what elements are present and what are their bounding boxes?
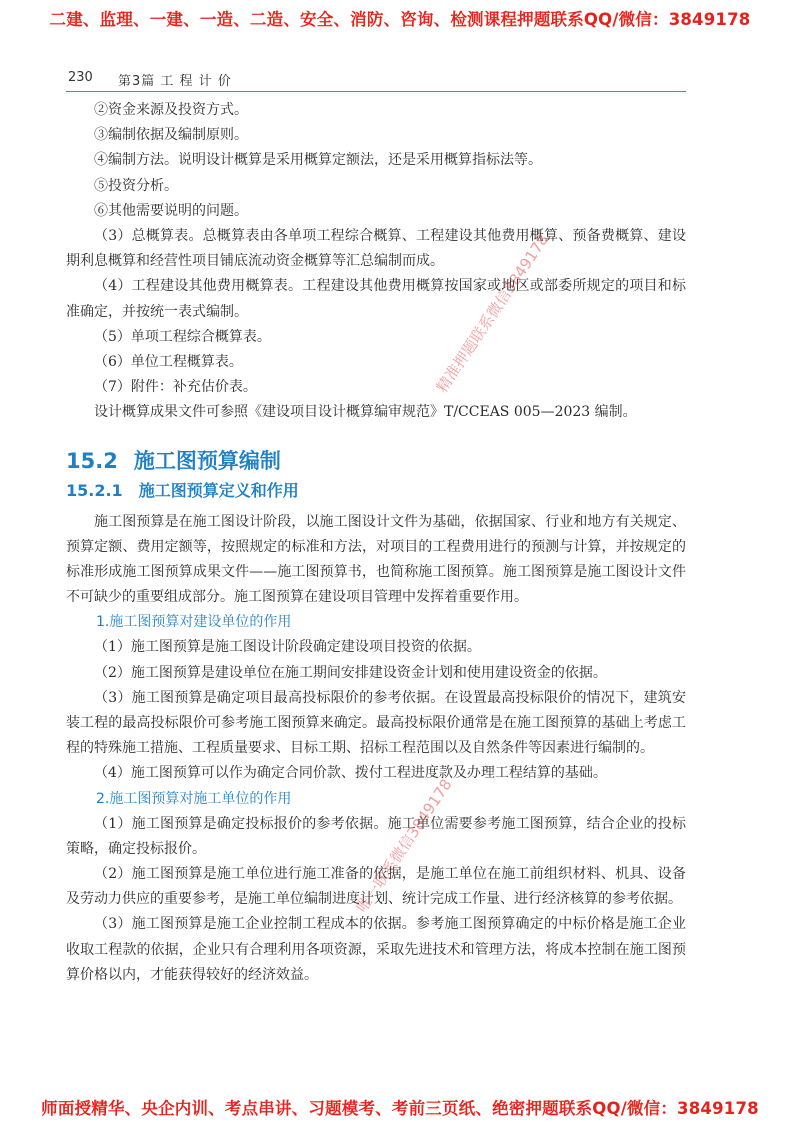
list-item: （2）施工图预算是施工单位进行施工准备的依据，是施工单位在施工前组织材料、机具、设备及劳动力供应的重要参考，是施工单位编制进度计划、统计完成工作量、进行经济核算的参考依据。 [66,866,686,908]
paragraph-item: （6）单位工程概算表。 [94,354,243,371]
list-item: （3）施工图预算是确定项目最高投标限价的参考依据。在设置最高投标限价的情况下，建筑安装工程的最高投标限价可参考施工图预算来确定。最高投标限价通常是在施工图预算的基础上考虑工程的特殊施工措施、工程质量要求、目标工期、招标工程范围以及自然条件等因素进行编制的。 [66,689,686,757]
paragraph-item: （7）附件：补充估价表。 [94,379,257,396]
list-item: （4）施工图预算可以作为确定合同价款、拨付工程进度款及办理工程结算的基础。 [94,765,607,782]
page-number: 230 [68,70,93,85]
bottom-banner: 师面授精华、央企内训、考点串讲、习题模考、考前三页纸、绝密押题联系QQ/微信：3849178 [41,1099,759,1118]
running-header [66,68,686,90]
intro-paragraph: 施工图预算是在施工图设计阶段，以施工图设计文件为基础，依据国家、行业和地方有关规定、预算定额、费用定额等，按照规定的标准和方法，对项目的工程费用进行的预测与计算，并按规定的标准形成施工图预算成果文件——施工图预算书，也简称施工图预算。施工图预算是施工图设计文件不可缺少的重要组成部分。施工图预算在建设项目管理中发挥着重要作用。 [66,513,686,606]
list-item: （1）施工图预算是施工图设计阶段确定建设项目投资的依据。 [94,639,481,656]
section-number: 15.2 [66,448,118,473]
paragraph-reference: 设计概算成果文件可参照《建设项目设计概算编审规范》T/CCEAS 005—2023 编制。 [94,404,637,421]
list-item: ⑥其他需要说明的问题。 [94,202,248,219]
watermark: 精准押题联系微信3849178 [432,230,553,396]
paragraph-other-costs: （4）工程建设其他费用概算表。工程建设其他费用概算按国家或地区或部委所规定的项目和标准确定，并按统一表式编制。 [66,278,686,320]
list-item: ②资金来源及投资方式。 [94,102,248,118]
chapter-title: 第3篇 工 程 计 价 [118,74,232,89]
heading-owner-role: 1.施工图预算对建设单位的作用 [96,614,292,631]
paragraph-total-estimate: （3）总概算表。总概算表由各单项工程综合概算、工程建设其他费用概算、预备费概算、建设期利息概算和经营性项目铺底流动资金概算等汇总编制而成。 [66,228,686,270]
heading-contractor-role: 2.施工图预算对施工单位的作用 [96,790,292,807]
list-item: ⑤投资分析。 [94,177,178,194]
paragraph-item: （5）单项工程综合概算表。 [94,328,271,345]
list-item: （3）施工图预算是施工企业控制工程成本的依据。参考施工图预算确定的中标价格是施工企业收取工程款的依据，企业只有合理利用各项资源，采取先进技术和管理方法，将成本控制在施工图预算价格以内，才能获得较好的经济效益。 [66,916,686,983]
section-heading [66,446,686,476]
watermark: 唯一联系微信3849178 [352,775,456,916]
subsection-number: 15.2.1 [66,480,123,500]
header-rule [66,91,686,92]
list-item: （1）施工图预算是确定投标报价的参考依据。施工单位需要参考施工图预算，结合企业的投标策略，确定投标报价。 [66,815,686,857]
page-body [66,98,686,988]
list-item: （2）施工图预算是建设单位在施工期间安排建设资金计划和使用建设资金的依据。 [94,664,607,681]
section-title: 施工图预算编制 [133,448,281,473]
subsection-heading [66,478,686,504]
subsection-title: 施工图预算定义和作用 [138,480,299,500]
top-banner: 二建、监理、一建、一造、二造、安全、消防、咨询、检测课程押题联系QQ/微信：3849178 [49,10,751,29]
list-item: ③编制依据及编制原则。 [94,127,248,144]
list-item: ④编制方法。说明设计概算是采用概算定额法，还是采用概算指标法等。 [94,152,542,169]
